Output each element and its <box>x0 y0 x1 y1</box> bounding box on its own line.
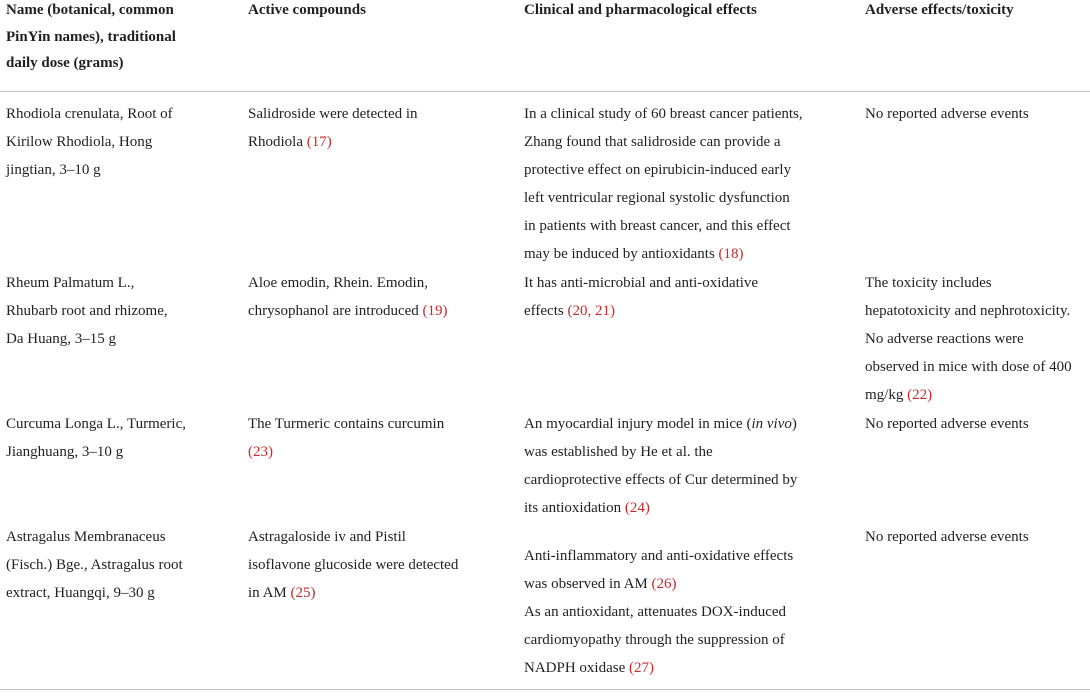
cell-text: may be induced by antioxidants <box>524 246 719 262</box>
cell-line <box>865 325 1090 353</box>
cell-text: An myocardial injury model in mice ( <box>524 416 752 432</box>
cell-text: No reported adverse events <box>865 106 1029 122</box>
cell-line <box>865 269 1090 297</box>
header-text: Active compounds <box>248 2 366 18</box>
cell-text: It has anti-microbial and anti-oxidative <box>524 275 759 291</box>
cell-text: its antioxidation <box>524 500 625 516</box>
table-row <box>0 100 1090 268</box>
citation-link[interactable]: (26) <box>651 576 677 592</box>
cell-line <box>248 523 524 551</box>
table-row <box>0 523 1090 682</box>
active-compounds-cell <box>248 523 524 607</box>
cell-line <box>248 579 524 607</box>
cell-line <box>524 269 865 297</box>
clinical-effects-cell <box>524 523 865 682</box>
cell-text: Da Huang, 3–15 g <box>6 331 116 347</box>
cell-text: Aloe emodin, Rhein. Emodin, <box>248 275 428 291</box>
cell-text: hepatotoxicity and nephrotoxicity. <box>865 303 1071 319</box>
cell-line <box>6 128 248 156</box>
cell-line <box>524 184 865 212</box>
adverse-effects-cell <box>865 410 1090 438</box>
column-header-botanical-name <box>0 0 248 77</box>
cell-text: cardiomyopathy through the suppression of <box>524 632 785 648</box>
cell-text: No adverse reactions were <box>865 331 1024 347</box>
cell-text: ) <box>791 416 797 432</box>
citation-link[interactable]: (18) <box>718 246 744 262</box>
header-text: PinYin names), traditional <box>6 28 176 45</box>
clinical-effects-cell <box>524 269 865 325</box>
cell-text: cardioprotective effects of Cur determined by <box>524 472 798 488</box>
cell-line <box>865 523 1090 551</box>
cell-text: in patients with breast cancer, and this effect <box>524 218 791 234</box>
cell-line <box>248 100 524 128</box>
adverse-effects-cell <box>865 100 1090 128</box>
cell-line <box>524 466 865 494</box>
table-bottom-rule <box>0 689 1090 690</box>
cell-text: Rhubarb root and rhizome, <box>6 303 168 319</box>
cell-line <box>6 438 248 466</box>
cell-text: jingtian, 3–10 g <box>6 162 101 178</box>
citation-link[interactable]: (22) <box>907 387 933 403</box>
table-row <box>0 269 1090 409</box>
header-divider <box>0 91 1090 92</box>
cell-line <box>6 410 248 438</box>
cell-line <box>524 128 865 156</box>
table-row <box>0 410 1090 522</box>
cell-text: In a clinical study of 60 breast cancer patients, <box>524 106 803 122</box>
botanical-name-cell <box>0 410 248 466</box>
cell-line <box>248 269 524 297</box>
cell-line <box>248 551 524 579</box>
cell-text: extract, Huangqi, 9–30 g <box>6 585 155 601</box>
clinical-effects-cell <box>524 100 865 268</box>
cell-text: No reported adverse events <box>865 529 1029 545</box>
cell-line <box>6 156 248 184</box>
cell-text: in AM <box>248 585 291 601</box>
citation-link[interactable]: (20, 21) <box>567 303 615 319</box>
cell-text: effects <box>524 303 568 319</box>
cell-line <box>865 100 1090 128</box>
citation-link[interactable]: (19) <box>422 303 448 319</box>
cell-text: Rhodiola crenulata, Root of <box>6 106 173 122</box>
cell-text: Rhodiola <box>248 134 307 150</box>
italic-text: in vivo <box>751 416 792 432</box>
cell-text: left ventricular regional systolic dysfunction <box>524 190 790 206</box>
cell-line <box>524 212 865 240</box>
cell-line <box>524 542 865 570</box>
cell-line <box>6 579 248 607</box>
active-compounds-cell <box>248 410 524 466</box>
cell-text: Astragalus Membranaceus <box>6 529 166 545</box>
cell-line <box>524 240 865 268</box>
table-header <box>0 0 1090 77</box>
cell-text: No reported adverse events <box>865 416 1029 432</box>
cell-line <box>6 100 248 128</box>
header-text: daily dose (grams) <box>6 55 124 71</box>
cell-text: Kirilow Rhodiola, Hong <box>6 134 153 150</box>
clinical-effects-cell <box>524 410 865 522</box>
cell-line <box>524 626 865 654</box>
column-header-clinical-effects <box>524 0 865 24</box>
header-text: Name (botanical, common <box>6 2 174 18</box>
cell-text: The Turmeric contains curcumin <box>248 416 445 432</box>
cell-line <box>6 325 248 353</box>
cell-text: Zhang found that salidroside can provide a <box>524 134 781 150</box>
citation-link[interactable]: (17) <box>306 134 332 150</box>
active-compounds-cell <box>248 269 524 325</box>
column-header-adverse-effects <box>865 0 1090 24</box>
cell-text: Anti-inflammatory and anti-oxidative effects <box>524 548 794 564</box>
cell-text: Curcuma Longa L., Turmeric, <box>6 416 186 432</box>
table-body <box>0 100 1090 683</box>
citation-link[interactable]: (27) <box>629 660 654 676</box>
adverse-effects-cell <box>865 269 1090 409</box>
citation-link[interactable]: (24) <box>624 500 650 516</box>
cell-text: (Fisch.) Bge., Astragalus root <box>6 557 183 573</box>
cell-line <box>248 410 524 438</box>
active-compounds-cell <box>248 100 524 156</box>
botanical-name-cell <box>0 269 248 353</box>
cell-text: NADPH oxidase <box>524 660 629 676</box>
botanical-name-cell <box>0 100 248 184</box>
cell-line <box>6 269 248 297</box>
adverse-effects-cell <box>865 523 1090 551</box>
cell-line <box>524 297 865 325</box>
botanical-name-cell <box>0 523 248 607</box>
header-text: Clinical and pharmacological effects <box>524 2 757 18</box>
cell-text: observed in mice with dose of 400 <box>865 359 1072 375</box>
cell-text: Salidroside were detected in <box>248 106 418 122</box>
cell-line <box>6 523 248 551</box>
cell-text: isoflavone glucoside were detected <box>248 557 459 573</box>
cell-line <box>6 297 248 325</box>
cell-text: Rheum Palmatum L., <box>6 275 135 291</box>
cell-text: The toxicity includes <box>865 275 992 291</box>
cell-line <box>524 598 865 626</box>
cell-line <box>524 410 865 438</box>
cell-line <box>524 654 865 682</box>
header-text: Adverse effects/toxicity <box>865 2 1014 18</box>
cell-line <box>248 128 524 156</box>
column-header-active-compounds <box>248 0 524 24</box>
cell-text: was established by He et al. the <box>524 444 713 460</box>
cell-line <box>6 551 248 579</box>
cell-line <box>524 438 865 466</box>
cell-text: mg/kg <box>865 387 908 403</box>
cell-line <box>248 297 524 325</box>
cell-line <box>865 381 1090 409</box>
cell-line <box>524 570 865 598</box>
cell-line <box>865 410 1090 438</box>
cell-text: chrysophanol are introduced <box>248 303 423 319</box>
cell-line <box>865 353 1090 381</box>
cell-text: protective effect on epirubicin-induced early <box>524 162 792 178</box>
cell-text: Astragaloside iv and Pistil <box>248 529 406 545</box>
cell-line <box>524 156 865 184</box>
cell-line <box>248 438 524 466</box>
cell-line <box>524 100 865 128</box>
cell-line <box>865 297 1090 325</box>
cell-text: As an antioxidant, attenuates DOX-induced <box>524 604 787 620</box>
cell-line <box>524 494 865 522</box>
cell-text: was observed in AM <box>524 576 652 592</box>
citation-link[interactable]: (23) <box>248 444 273 460</box>
cell-text: Jianghuang, 3–10 g <box>6 444 124 460</box>
citation-link[interactable]: (25) <box>290 585 316 601</box>
